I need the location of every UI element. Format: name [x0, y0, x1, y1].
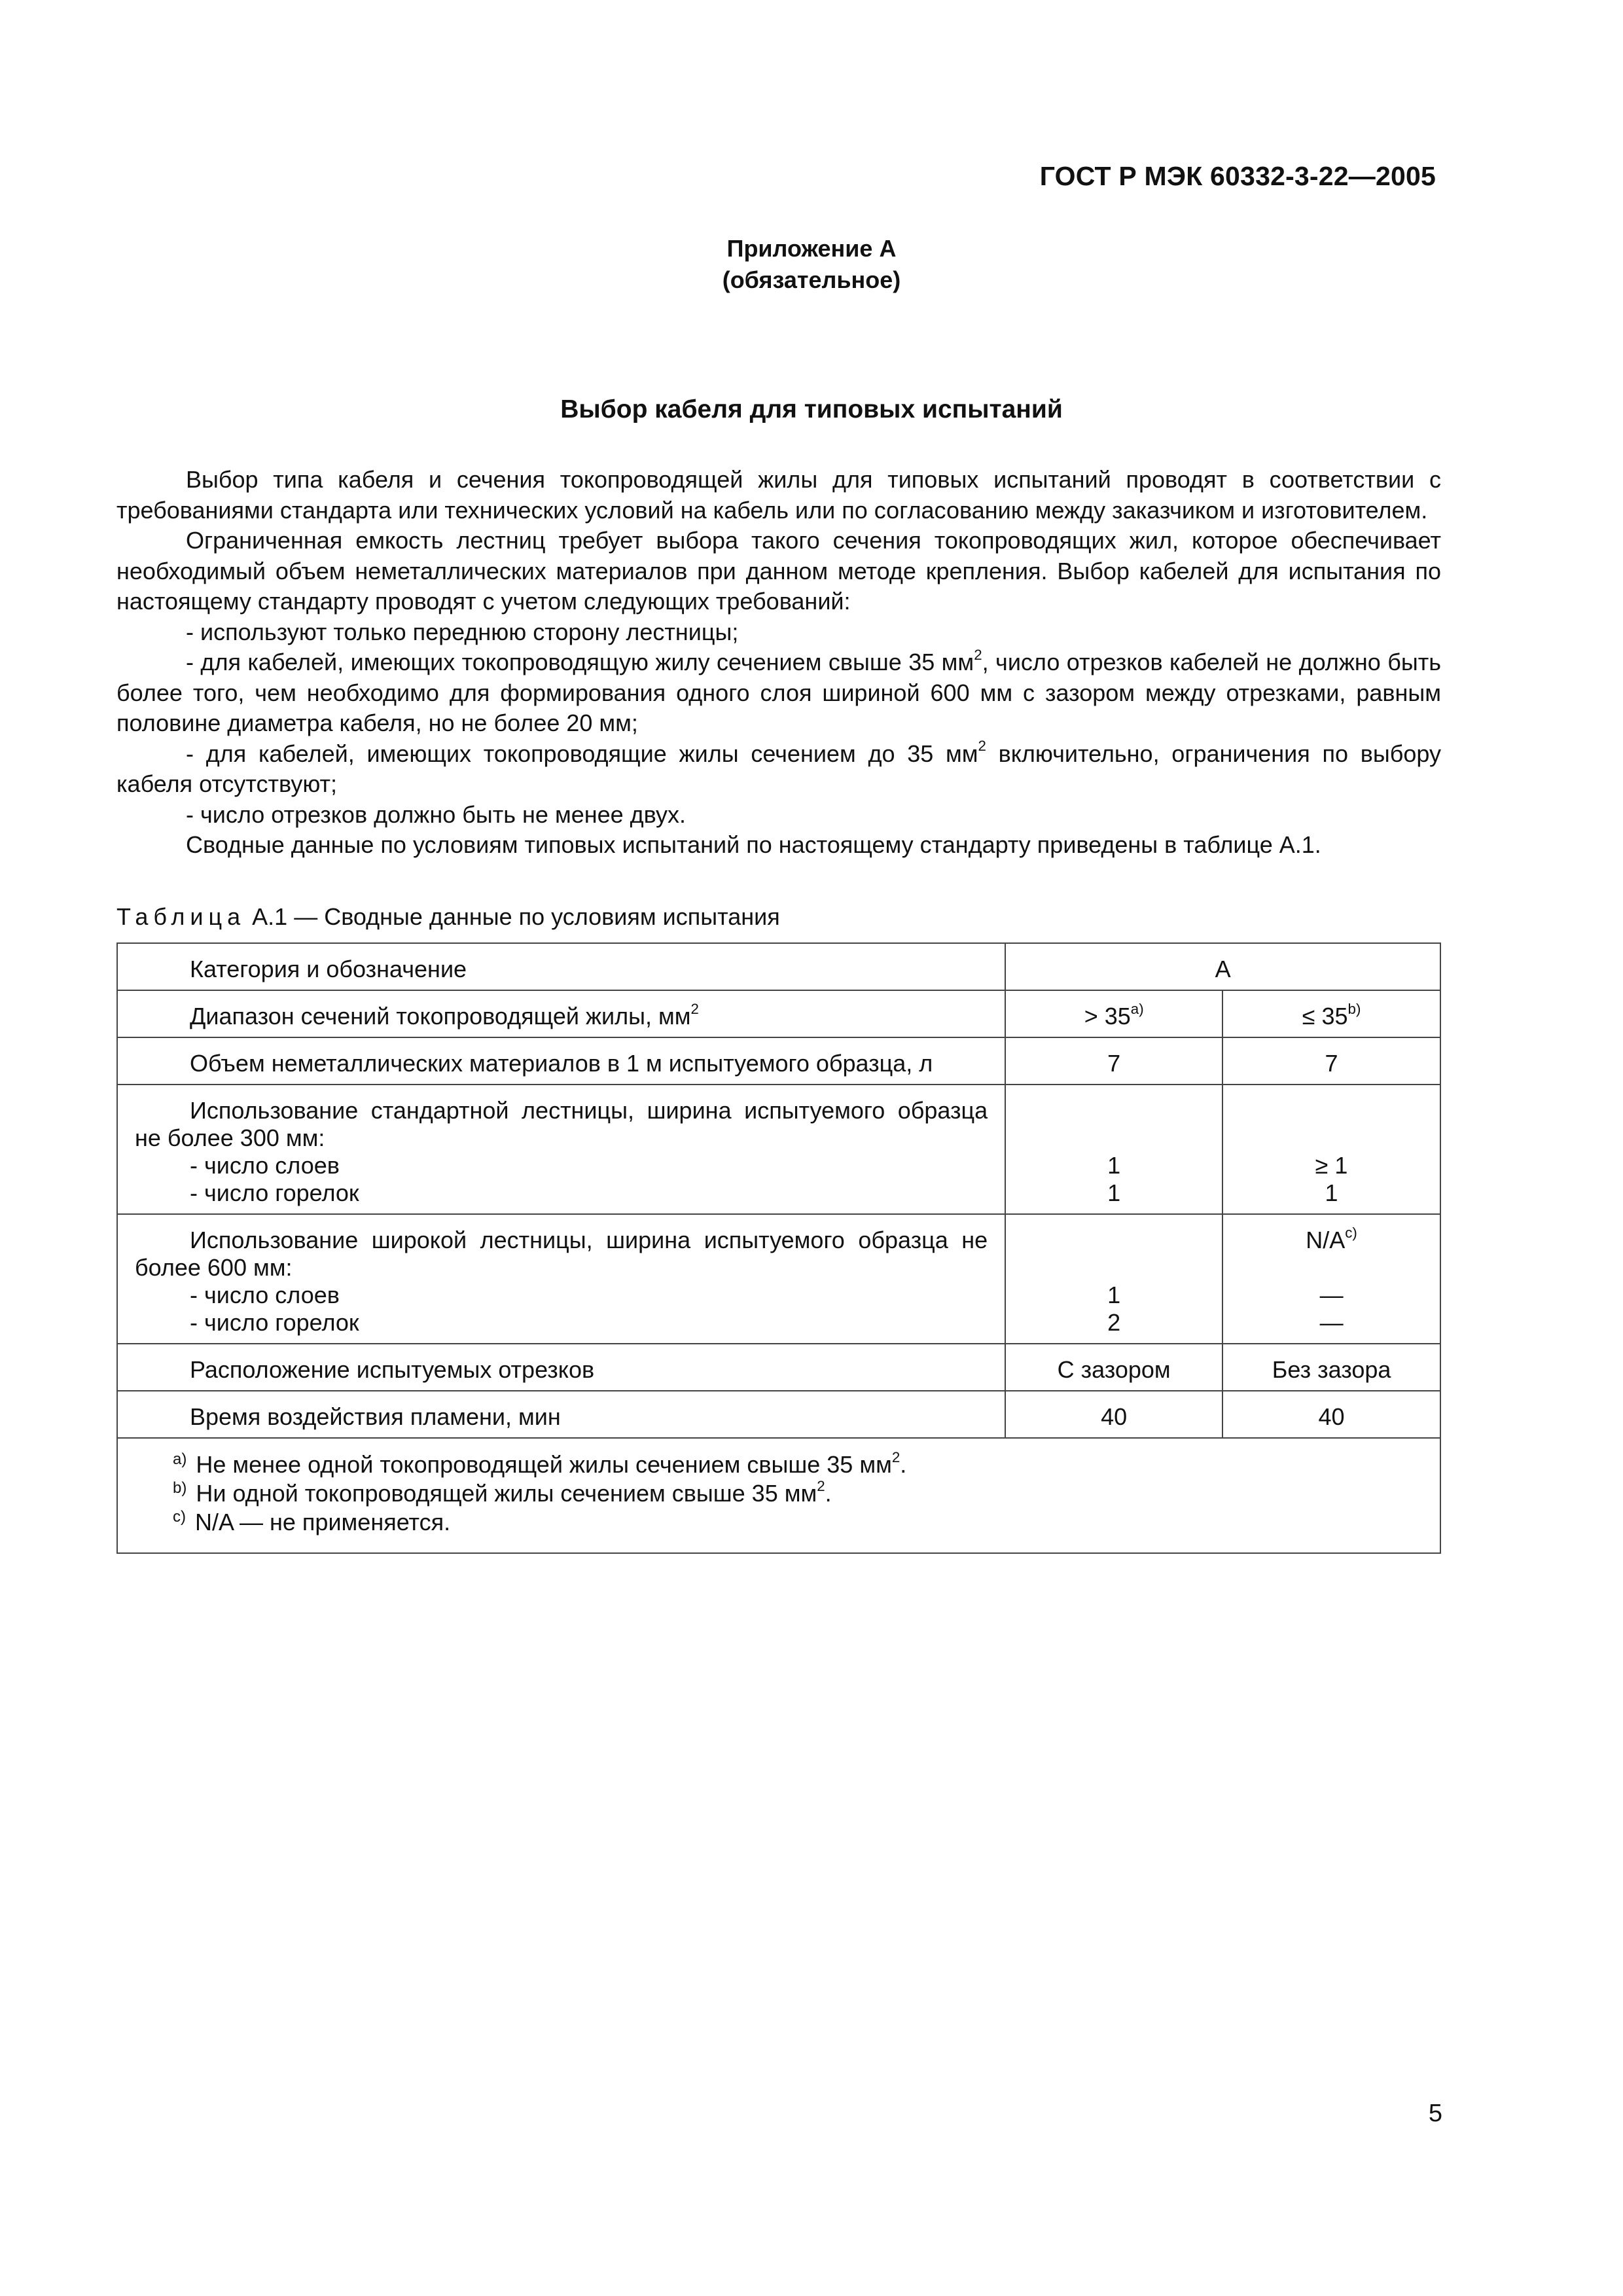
table-cell — [1222, 1085, 1440, 1214]
cell-value: N/A — [1306, 1227, 1346, 1253]
arrangement-label: Расположение испытуемых отрезков — [190, 1356, 595, 1383]
footnote-c — [173, 1508, 1440, 1537]
cell-value: ≤ 35 — [1302, 1003, 1348, 1030]
footnote-mark: с) — [173, 1508, 186, 1526]
requirement-item-1: - используют только переднюю сторону лестницы; — [186, 618, 739, 645]
table-row — [117, 990, 1440, 1037]
table-cell-label — [117, 990, 1005, 1037]
table-row — [117, 1438, 1440, 1553]
table-cell — [1005, 1214, 1222, 1344]
footnote-ref: с) — [1345, 1224, 1357, 1241]
cell-value: — — [1319, 1309, 1344, 1336]
table-cell: 7 — [1005, 1037, 1222, 1085]
table-cell-label — [117, 1391, 1005, 1438]
table-cell-label — [117, 1214, 1005, 1344]
burners-label: - число горелок — [190, 1179, 359, 1206]
conditions-table — [116, 942, 1441, 1554]
requirement-item-3-rest: включительно, ограничения по выбору кабеля отсутствуют; — [116, 740, 1441, 797]
requirement-item-2 — [116, 647, 1441, 739]
table-caption-prefix: Таблица — [116, 903, 246, 930]
requirement-item-2-rest: , число отрезков кабелей не должно быть более того, чем необходимо для формирования одного слоя шириной 600 мм с зазором между отрезками, равным половине диаметра кабеля, но не более 20 мм; — [116, 649, 1441, 736]
footnote-end: . — [825, 1480, 832, 1507]
conditions-table-wrap — [116, 942, 1441, 1554]
table-cell — [1222, 990, 1440, 1037]
requirement-item-2-text: - для кабелей, имеющих токопроводящую жилу сечением свыше 35 мм — [186, 649, 974, 675]
requirement-item-3-text: - для кабелей, имеющих токопроводящие жилы сечением до 35 мм — [186, 740, 978, 767]
superscript: 2 — [978, 738, 986, 755]
table-cell — [1005, 1085, 1222, 1214]
cell-value: > 35 — [1084, 1003, 1131, 1030]
page-number: 5 — [1428, 2100, 1442, 2127]
table-cell — [1222, 1214, 1440, 1344]
annex-title: Приложение А — [726, 235, 897, 262]
footnote-text: Ни одной токопроводящей жилы сечением свыше 35 мм — [196, 1480, 817, 1507]
superscript: 2 — [817, 1477, 825, 1494]
category-value: А — [1005, 943, 1440, 990]
paragraph-2: Ограниченная емкость лестниц требует выбора такого сечения токопроводящих жил, которое обеспечивает необходимый объем неметаллических материалов при данном методе крепления. Выбор кабелей для испытания по настоящему стандарту проводят с учетом следующих требований: — [116, 527, 1441, 615]
footnote-text: N/A — не применяется. — [195, 1509, 451, 1535]
cell-value: 1 — [1107, 1179, 1121, 1206]
table-cell: 40 — [1222, 1391, 1440, 1438]
table-row — [117, 1344, 1440, 1391]
superscript: 2 — [690, 1000, 699, 1017]
table-cell: С зазором — [1005, 1344, 1222, 1391]
paragraph-1: Выбор типа кабеля и сечения токопроводящей жилы для типовых испытаний проводят в соответствии с требованиями стандарта или технических условий на кабель или по согласованию между заказчиком и изготовителем. — [116, 466, 1441, 524]
cell-value: 1 — [1325, 1179, 1338, 1206]
requirement-item-3 — [116, 739, 1441, 800]
table-cell: 7 — [1222, 1037, 1440, 1085]
footnote-ref: b) — [1347, 1000, 1361, 1017]
table-caption — [116, 903, 780, 931]
body-text — [116, 465, 1441, 861]
standard-ladder-label: Использование стандартной лестницы, ширина испытуемого образца не более 300 мм: — [135, 1097, 988, 1151]
footnote-b — [173, 1479, 1440, 1508]
category-label: Категория и обозначение — [190, 956, 467, 982]
table-row — [117, 1037, 1440, 1085]
superscript: 2 — [974, 646, 982, 663]
table-cell: Без зазора — [1222, 1344, 1440, 1391]
cell-value: 2 — [1107, 1309, 1121, 1336]
table-cell-label — [117, 1037, 1005, 1085]
table-cell: 40 — [1005, 1391, 1222, 1438]
cross-section-label-text: Диапазон сечений токопроводящей жилы, мм — [190, 1003, 691, 1030]
footnote-ref: а) — [1130, 1000, 1144, 1017]
wide-ladder-label: Использование широкой лестницы, ширина испытуемого образца не более 600 мм: — [135, 1227, 988, 1281]
footnote-mark: а) — [173, 1450, 187, 1468]
cross-section-label — [135, 1000, 988, 1030]
annex-heading — [0, 233, 1623, 296]
table-cell-label — [117, 1344, 1005, 1391]
not-applicable-value — [1223, 1224, 1440, 1254]
layers-label: - число слоев — [190, 1152, 340, 1179]
annex-status: (обязательное) — [722, 266, 901, 293]
layers-label: - число слоев — [190, 1282, 340, 1308]
flame-time-label: Время воздействия пламени, мин — [190, 1403, 561, 1430]
table-row — [117, 1214, 1440, 1344]
footnote-text: Не менее одной токопроводящей жилы сечением свыше 35 мм — [196, 1451, 892, 1478]
table-caption-text: А.1 — Сводные данные по условиям испытания — [245, 903, 780, 930]
superscript: 2 — [891, 1448, 901, 1465]
burners-label: - число горелок — [190, 1309, 359, 1336]
cell-value: 1 — [1107, 1152, 1121, 1179]
volume-label: Объем неметаллических материалов в 1 м испытуемого образца, л — [190, 1050, 933, 1077]
table-row — [117, 1391, 1440, 1438]
table-footnotes — [117, 1438, 1440, 1553]
requirement-item-4: - число отрезков должно быть не менее двух. — [186, 800, 686, 828]
cell-value: 1 — [1107, 1282, 1121, 1308]
table-row — [117, 1085, 1440, 1214]
table-cell — [1005, 990, 1222, 1037]
cell-value: ≥ 1 — [1315, 1152, 1348, 1179]
cell-value: — — [1319, 1282, 1344, 1308]
footnote-a — [173, 1450, 1440, 1479]
document-id: ГОСТ Р МЭК 60332-3-22—2005 — [1039, 161, 1436, 191]
section-title: Выбор кабеля для типовых испытаний — [560, 395, 1063, 423]
footnote-end: . — [900, 1451, 907, 1478]
table-cell-label — [117, 943, 1005, 990]
footnote-mark: b) — [173, 1479, 187, 1497]
paragraph-3: Сводные данные по условиям типовых испытаний по настоящему стандарту приведены в таблице А.1. — [186, 831, 1321, 858]
table-row — [117, 943, 1440, 990]
table-cell-label — [117, 1085, 1005, 1214]
